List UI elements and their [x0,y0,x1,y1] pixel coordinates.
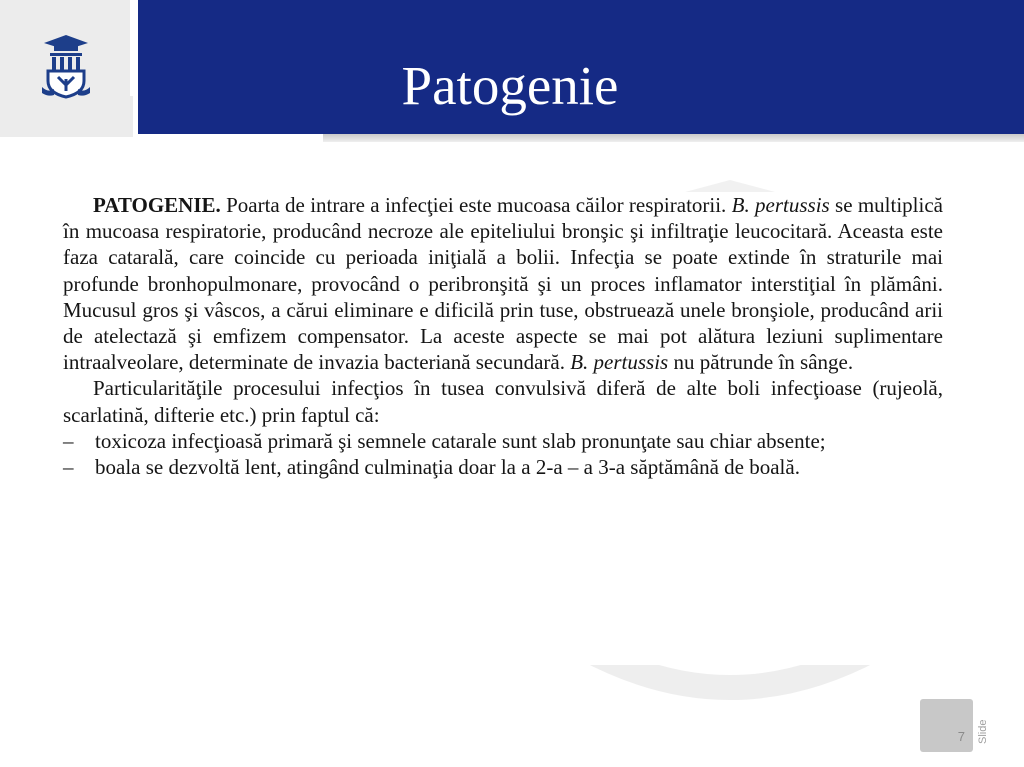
paragraph-pathogenesis [63,192,943,375]
paragraph-particularities: Particularităţile procesului infecţios în tusea convulsivă diferă de alte boli infecţioase (rujeolă, scarlatină, difterie etc.) prin faptul că: [63,376,943,427]
header-shadow [323,134,1024,142]
p1-italic-1: B. pertussis [731,193,830,217]
logo-panel-edge [130,0,133,96]
p1-text-b: se multiplică în mucoasa respiratorie, producând necroze ale epiteliului bronşic şi infiltraţie leucocitară. Aceasta este faza catarală, care coincide cu perioada iniţială a bolii. Infecţia se poate extinde în straturile mai profunde bronhopulmonare, provocând o peribronşită şi un proces inflamator interstiţial în plămâni. Mucusul gros şi vâscos, a cărui eliminare e dificilă prin tuse, obstruează unele bronşiole, producând arii de atelectază şi emfizem compensator. La aceste aspecte se mai pot alătura leziuni suplimentare intraalveolare, determinate de invazia bacteriană secundară. [63,193,943,375]
list-item-text: toxicoza infecţioasă primară şi semnele catarale sunt slab pronunţate sau chiar absente; [95,428,826,453]
p1-text-a: Poarta de intrare a infecţiei este mucoasa căilor respiratorii. [220,193,732,217]
slide-number: 7 [957,729,965,744]
list-item [63,454,943,480]
particularities-list [63,428,943,480]
list-item-text: boala se dezvoltă lent, atingând culminaţia doar la a 2-a – a 3-a săptămână de boală. [95,455,800,480]
slide-number-box [920,699,973,752]
university-crest-icon [40,33,92,99]
list-item [63,428,943,454]
doc-heading: PATOGENIE. [93,193,221,217]
slide-title: Patogenie [401,55,619,116]
slide-label: Slide [977,719,989,745]
p1-text-c: nu pătrunde în sânge. [668,350,854,375]
logo-panel [0,0,133,137]
list-dash: – [63,455,74,480]
p1-italic-2: B. pertussis [570,350,669,375]
scanned-document [63,192,943,665]
list-dash: – [63,428,74,453]
